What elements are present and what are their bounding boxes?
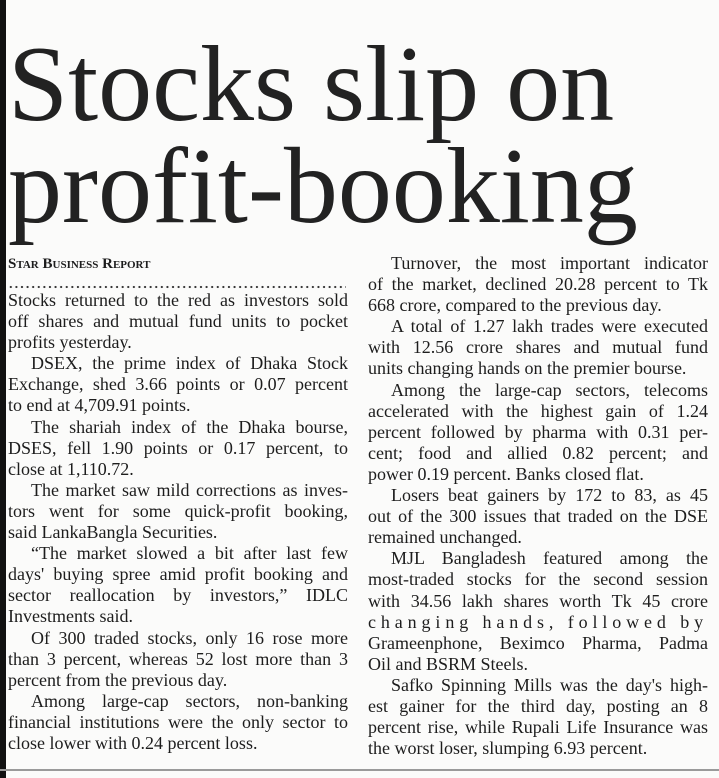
text-line	[368, 591, 708, 612]
text-line-content: days' buying spree amid profit booking and	[8, 564, 348, 585]
text-line-content: accelerated with the highest gain of 1.24	[368, 400, 708, 421]
text-line-content: with 12.56 crore shares and mutual fund	[368, 337, 708, 358]
text-line	[8, 564, 348, 585]
text-line-content: out of the 300 issues that traded on the DSE	[368, 506, 708, 527]
paragraph	[368, 548, 708, 675]
text-line-content: said LankaBangla Securities.	[8, 522, 218, 543]
text-line	[368, 696, 708, 717]
text-line	[8, 670, 348, 691]
text-line	[8, 501, 348, 522]
text-line-content: most-traded stocks for the second session	[368, 569, 708, 590]
text-line	[8, 290, 348, 311]
text-line	[8, 522, 348, 543]
text-line	[8, 438, 348, 459]
text-line	[368, 295, 708, 316]
text-line	[368, 443, 708, 464]
text-line	[368, 422, 708, 443]
text-line-content: percent rise, while Rupali Life Insurance was	[368, 717, 708, 738]
text-line	[368, 337, 708, 358]
text-line	[8, 311, 348, 332]
text-line-content: Stocks returned to the red as investors sold	[8, 290, 348, 310]
text-line-content: Turnover, the most important indicator	[391, 253, 708, 273]
text-line-content: changing hands, followed by	[368, 611, 708, 632]
text-line-content: profits yesterday.	[8, 332, 132, 353]
text-line	[8, 585, 348, 606]
text-line-content: A total of 1.27 lakh trades were executed	[391, 316, 708, 337]
page-border-bottom	[0, 769, 719, 771]
headline-line-1: Stocks slip on	[8, 25, 615, 144]
paragraph	[368, 380, 708, 485]
text-line	[368, 738, 708, 759]
paragraph	[8, 628, 348, 691]
page-border-left	[0, 0, 6, 778]
text-line	[8, 606, 348, 627]
paragraph	[368, 675, 708, 759]
text-line-content: remained unchanged.	[368, 527, 522, 548]
text-line-content: Exchange, shed 3.66 points or 0.07 percent	[8, 374, 348, 395]
text-line-content: sector reallocation by investors,” IDLC	[8, 585, 348, 606]
text-line-content: Investments said.	[8, 606, 133, 627]
text-line	[8, 459, 348, 480]
text-line	[368, 380, 708, 401]
byline-dotted-rule	[8, 285, 346, 289]
text-line-content: Of 300 traded stocks, only 16 rose more	[31, 627, 348, 648]
byline: Star Business Report	[8, 256, 151, 272]
text-line-content: than 3 percent, whereas 52 lost more than 3	[8, 648, 348, 669]
text-line-content: units changing hands on the premier bourse.	[368, 358, 687, 379]
text-line-content: Among the large-cap sectors, telecoms	[391, 379, 708, 400]
text-line-content: The market saw mild corrections as inves-	[31, 479, 348, 500]
text-line-content: percent followed by pharma with 0.31 per-	[368, 421, 708, 442]
text-line-content: est gainer for the third day, posting an 8	[368, 695, 708, 716]
text-line-content: cent; food and allied 0.82 percent; and	[368, 442, 708, 463]
text-line	[8, 417, 348, 438]
paragraph	[8, 691, 348, 754]
text-line	[368, 612, 708, 633]
text-line-content: off shares and mutual fund units to pocket	[8, 311, 348, 332]
text-line	[8, 733, 348, 754]
text-line	[368, 548, 708, 569]
text-line-content: “The market slowed a bit after last few	[31, 543, 348, 564]
text-line-content: Oil and BSRM Steels.	[368, 653, 529, 674]
text-line	[368, 485, 708, 506]
text-line-content: tors went for some quick-profit booking,	[8, 500, 348, 521]
paragraph	[8, 543, 348, 627]
text-line-content: of the market, declined 20.28 percent to Tk	[368, 274, 708, 295]
text-line	[8, 374, 348, 395]
headline-line-2: profit-booking	[8, 127, 638, 246]
paragraph	[8, 290, 348, 353]
text-line	[8, 712, 348, 733]
text-line-content: Grameenphone, Beximco Pharma, Padma	[368, 632, 708, 653]
text-line	[368, 527, 708, 548]
paragraph	[368, 253, 708, 316]
text-line	[8, 332, 348, 353]
text-line	[8, 628, 348, 649]
text-line-content: MJL Bangladesh featured among the	[391, 548, 708, 569]
column-left	[8, 290, 348, 754]
text-line-content: with 34.56 lakh shares worth Tk 45 crore	[368, 590, 708, 611]
text-line	[368, 253, 708, 274]
text-line	[368, 654, 708, 675]
text-line	[8, 691, 348, 712]
text-line	[368, 717, 708, 738]
text-line	[368, 401, 708, 422]
text-line	[368, 569, 708, 590]
paragraph	[368, 485, 708, 548]
text-line-content: Losers beat gainers by 172 to 83, as 45	[391, 485, 708, 506]
text-line	[368, 633, 708, 654]
text-line-content: DSES, fell 1.90 points or 0.17 percent, to	[8, 437, 348, 458]
text-line-content: power 0.19 percent. Banks closed flat.	[368, 463, 644, 484]
text-line-content: 668 crore, compared to the previous day.	[368, 295, 662, 316]
column-right	[368, 253, 708, 759]
text-line-content: close lower with 0.24 percent loss.	[8, 732, 258, 753]
text-line	[368, 464, 708, 485]
text-line	[8, 353, 348, 374]
text-line-content: to end at 4,709.91 points.	[8, 395, 191, 416]
text-line	[368, 358, 708, 379]
paragraph	[8, 417, 348, 480]
text-line	[368, 506, 708, 527]
text-line	[368, 316, 708, 337]
text-line-content: Safko Spinning Mills was the day's high-	[391, 674, 708, 695]
text-line-content: Among large-cap sectors, non-banking	[31, 690, 348, 711]
text-line-content: the worst loser, slumping 6.93 percent.	[368, 738, 648, 759]
headline	[8, 25, 638, 246]
text-line	[368, 274, 708, 295]
text-line-content: financial institutions were the only sector to	[8, 711, 348, 732]
text-line-content: DSEX, the prime index of Dhaka Stock	[31, 353, 348, 374]
paragraph	[8, 480, 348, 543]
text-line	[8, 480, 348, 501]
text-line-content: The shariah index of the Dhaka bourse,	[31, 416, 348, 437]
text-line	[8, 395, 348, 416]
paragraph	[368, 316, 708, 379]
text-line	[8, 543, 348, 564]
text-line	[368, 675, 708, 696]
paragraph	[8, 353, 348, 416]
text-line	[8, 649, 348, 670]
text-line-content: close at 1,110.72.	[8, 458, 134, 479]
text-line-content: percent from the previous day.	[8, 669, 228, 690]
